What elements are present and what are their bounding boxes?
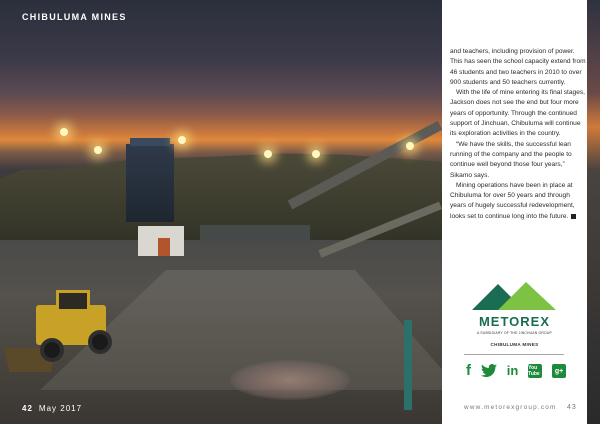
next-page-photo-strip: [587, 0, 600, 424]
flood-light: [312, 150, 320, 158]
article-paragraph: [450, 181, 586, 222]
youtube-icon[interactable]: You Tube: [528, 364, 542, 378]
left-page-number: 42: [22, 404, 33, 413]
loader-wheel: [40, 338, 64, 362]
loader-wheel: [88, 330, 112, 354]
article-panel: [442, 0, 587, 424]
flood-light: [178, 136, 186, 144]
flood-light: [264, 150, 272, 158]
metorex-mountain-logo-icon: [468, 280, 558, 310]
article-body: [450, 47, 586, 222]
sub-brand-name: CHIBULUMA MINES: [490, 342, 539, 347]
left-footer: [22, 404, 82, 413]
right-page-number: 43: [567, 404, 577, 411]
front-loader-cab: [56, 290, 90, 312]
article-paragraph: and teachers, including provision of power. This has seen the school capacity extend from 46 students and two teachers in 2010 to over 900 students and 50 teachers currently.: [450, 48, 586, 86]
end-mark-icon: [571, 214, 576, 219]
article-paragraph-text: Mining operations have been in place at Chibuluma for over 50 years and through years of hugely successful redevelopment, looks set to continue long into the future.: [450, 181, 575, 220]
facebook-icon[interactable]: f: [466, 362, 471, 379]
website-url[interactable]: www.metorexgroup.com: [464, 404, 557, 411]
green-pipe: [404, 320, 412, 410]
google-plus-icon[interactable]: g+: [552, 364, 566, 378]
twitter-icon[interactable]: [481, 364, 497, 378]
linkedin-icon[interactable]: in: [506, 363, 519, 378]
brand-name: METOREX: [478, 314, 551, 329]
processing-structure: [200, 225, 310, 241]
flood-light: [406, 142, 414, 150]
divider: [464, 354, 564, 355]
water-puddle: [230, 360, 350, 400]
flood-light: [94, 146, 102, 154]
site-building: [138, 226, 184, 256]
social-links: [466, 362, 566, 380]
article-paragraph: “We have the skills, the successful lean running of the company and the people to continue well beyond those four years,” Sikamo says.: [450, 140, 572, 179]
headframe-tower: [126, 144, 174, 222]
flood-light: [60, 128, 68, 136]
section-title: CHIBULUMA MINES: [22, 12, 127, 22]
brand-tagline: A SUBSIDIARY OF THE JINCHUAN GROUP: [476, 331, 552, 335]
article-paragraph: With the life of mine entering its final stages, Jackson does not see the end but four more years of opportunity. Through the continued support of Jinchuan, Chibuluma will continue its exploration activities in the country.: [450, 89, 586, 138]
issue-date: May 2017: [38, 404, 83, 413]
